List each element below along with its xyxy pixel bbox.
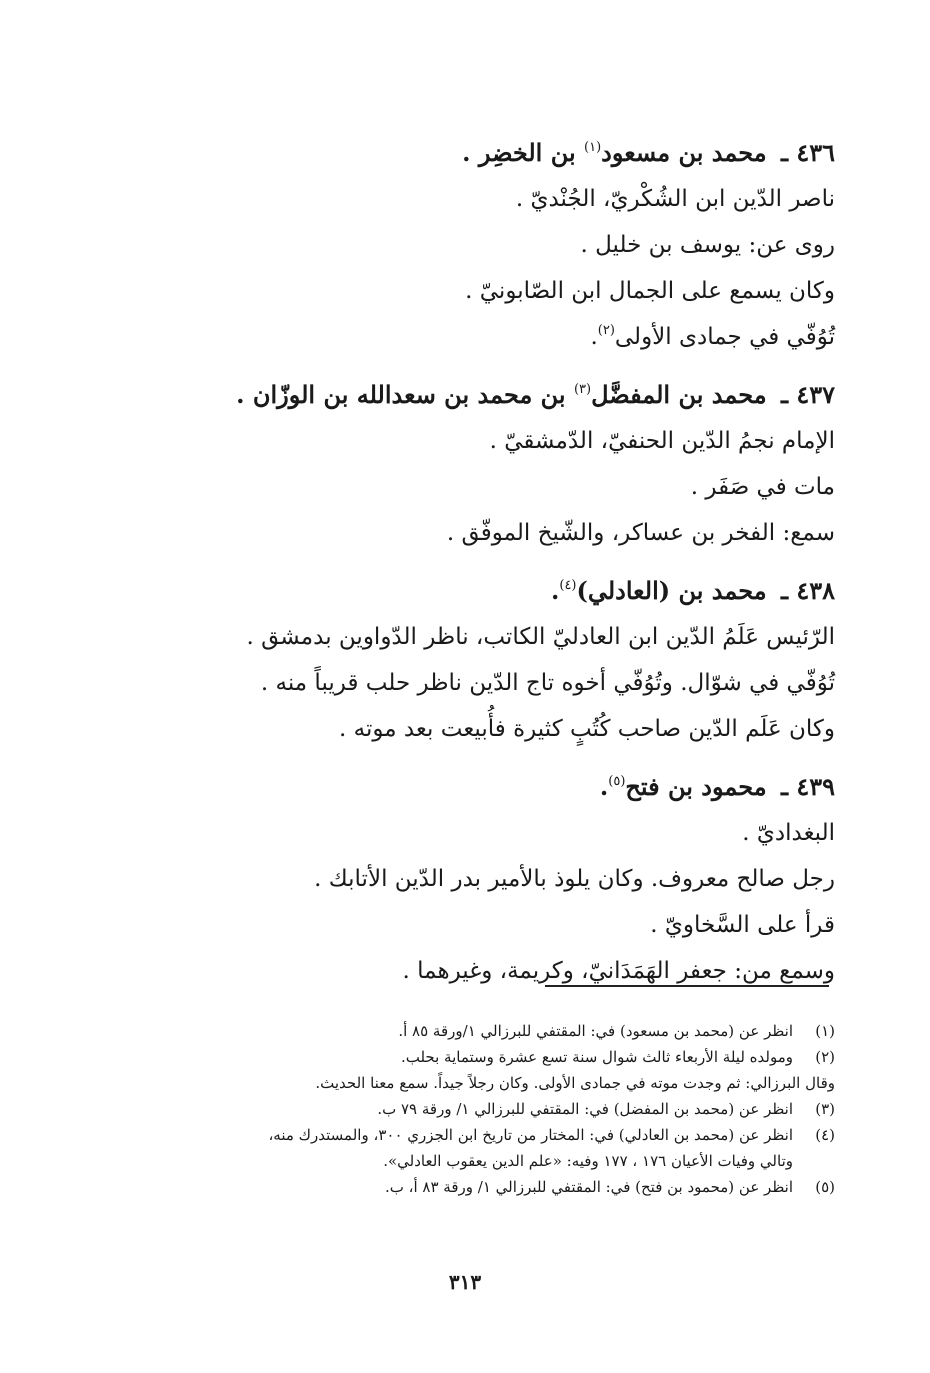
footnote-text: انظر عن (محمود بن فتح) في: المقتفي للبرزالي ١/ ورقة ٨٣ أ، ب. (384, 1178, 793, 1196)
entry-name-rest: بن الخضِر . (462, 138, 576, 167)
entry-line: البغداديّ . (742, 820, 835, 846)
entry-name-rest: . (599, 772, 609, 801)
entry-line: وكان يسمع على الجمال ابن الصّابونيّ . (465, 278, 835, 304)
entry-436 (115, 130, 835, 360)
entry-heading (115, 372, 835, 418)
entry-line: مات في صَفَر . (690, 474, 835, 500)
footnote-2-continued (95, 1070, 835, 1096)
footnote-text: انظر عن (محمد بن العادلي) في: المختار من تاريخ ابن الجزري ٣٠٠، والمستدرك منه، (268, 1126, 793, 1144)
biography-entries (115, 130, 835, 1006)
footnote-ref[interactable]: (١) (584, 140, 602, 155)
footnote-2 (95, 1044, 835, 1070)
page-number: ٣١٣ (448, 1270, 482, 1294)
footnote-ref[interactable]: (٥) (608, 774, 626, 789)
footnote-text: انظر عن (محمد بن مسعود) في: المقتفي للبرزالي ١/ورقة ٨٥ أ. (398, 1022, 793, 1040)
entry-name-rest: بن محمد بن سعدالله بن الوزّان . (236, 380, 566, 409)
footnote-5 (95, 1174, 835, 1200)
entry-heading (115, 130, 835, 176)
entry-line: سمع: الفخر بن عساكر، والشّيخ الموفّق . (446, 520, 835, 546)
entry-line: قرأ على السَّخاويّ . (650, 912, 835, 938)
entry-name: محمد بن مسعود (601, 138, 767, 167)
footnote-text: ومولده ليلة الأربعاء ثالث شوال سنة تسع عشرة وستماية بحلب. (400, 1048, 793, 1066)
entry-number: ٤٣٨ ـ (780, 576, 835, 605)
entry-437 (115, 372, 835, 556)
entry-line: رجل صالح معروف. وكان يلوذ بالأمير بدر الدّين الأتابك . (314, 866, 835, 892)
entry-line: روى عن: يوسف بن خليل . (580, 232, 835, 258)
footnote-ref[interactable]: (٢) (597, 323, 615, 338)
footnote-separator (545, 985, 829, 987)
footnote-number: (٢) (815, 1048, 835, 1066)
entry-439 (115, 764, 835, 994)
entry-number: ٤٣٧ ـ (780, 380, 835, 409)
entry-line-end: . (590, 324, 598, 350)
footnote-1 (95, 1018, 835, 1044)
entry-line: ناصر الدّين ابن الشُكْريّ، الجُنْديّ . (515, 186, 835, 212)
entry-heading (115, 568, 835, 614)
footnote-4 (95, 1122, 835, 1148)
entry-name: محمد بن المفضَّل (591, 380, 767, 409)
entry-name-rest: . (551, 576, 560, 605)
footnote-number: (١) (815, 1022, 835, 1040)
footnote-4-continued (95, 1148, 835, 1174)
entry-line: وكان عَلَم الدّين صاحب كُتُبٍ كثيرة فأُبيعت بعد موته . (338, 716, 835, 742)
entry-line: الرّئيس عَلَمُ الدّين ابن العادليّ الكاتب، ناظر الدّواوين بدمشق . (246, 624, 835, 650)
footnote-number: (٤) (815, 1126, 835, 1144)
entry-line: وسمع من: جعفر الهَمَدَانيّ، وكريمة، وغيرهما . (402, 958, 835, 984)
footnote-3 (95, 1096, 835, 1122)
footnote-text: وتالي وفيات الأعيان ١٧٦ ، ١٧٧ وفيه: «علم الدين يعقوب العادلي». (383, 1152, 793, 1170)
entry-number: ٤٣٦ ـ (780, 138, 835, 167)
entry-heading (115, 764, 835, 810)
entry-line: تُوُفّي في شوّال. وتُوُفّي أخوه تاج الدّين ناظر حلب قريباً منه . (260, 670, 835, 696)
entry-line-text: تُوُفّي في جمادى الأولى (614, 324, 835, 350)
entry-438 (115, 568, 835, 752)
footnote-number: (٣) (815, 1100, 835, 1118)
entry-name: محمود بن فتح (625, 772, 767, 801)
footnote-ref[interactable]: (٣) (573, 382, 592, 397)
footnotes (95, 1018, 835, 1200)
footnote-ref[interactable]: (٤) (559, 578, 577, 593)
entry-line: الإمام نجمُ الدّين الحنفيّ، الدّمشقيّ . (489, 428, 835, 454)
footnote-text: وقال البرزالي: ثم وجدت موته في جمادى الأولى. وكان رجلاً جيداً. سمع معنا الحديث. (315, 1074, 835, 1092)
entry-number: ٤٣٩ ـ (780, 772, 835, 801)
entry-name: محمد بن (العادلي) (576, 576, 767, 605)
footnote-number: (٥) (815, 1178, 835, 1196)
entry-line (115, 314, 835, 360)
footnote-text: انظر عن (محمد بن المفضل) في: المقتفي للبرزالي ١/ ورقة ٧٩ ب. (377, 1100, 793, 1118)
